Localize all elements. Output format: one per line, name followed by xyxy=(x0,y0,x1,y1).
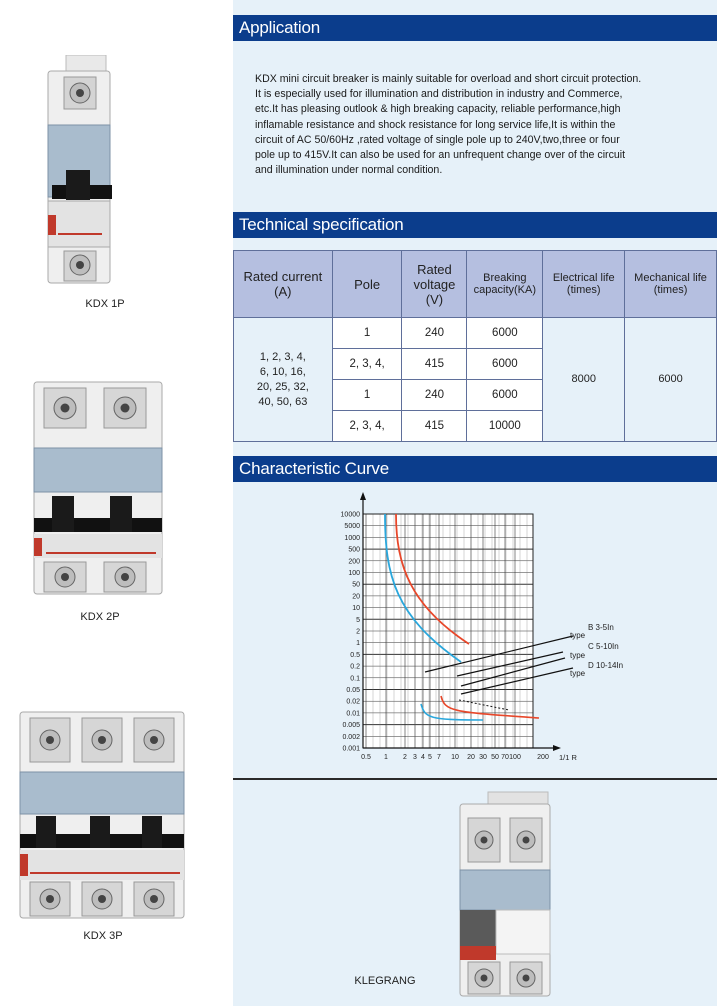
klegrang-label: KLEGRANG xyxy=(354,975,416,987)
kdx-2p-image xyxy=(28,378,168,598)
mechanical-life-value: 6000 xyxy=(625,318,717,442)
y-tick-label: 1 xyxy=(356,640,360,648)
y-tick-label: 0.5 xyxy=(350,651,360,659)
breaking-cell: 6000 xyxy=(467,380,543,411)
y-tick-label: 200 xyxy=(348,558,360,566)
x-tick-label: 1 xyxy=(384,754,388,761)
kdx-2p-label: KDX 2P xyxy=(80,611,120,623)
header-breaking-capacity: Breaking capacity(KA) xyxy=(467,251,543,318)
y-tick-label: 50 xyxy=(352,581,360,589)
y-tick-label: 20 xyxy=(352,593,360,601)
y-tick-label: 5 xyxy=(356,616,360,624)
y-tick-label: 0.005 xyxy=(342,722,360,730)
y-tick-label: 10000 xyxy=(340,511,360,519)
application-line: It is especially used for illumination and distribution in industry and Commerce, xyxy=(255,88,623,101)
curve-label-b: B 3-5In xyxy=(588,623,614,632)
application-line: and illumination under normal condition. xyxy=(255,164,443,177)
y-tick-label: 500 xyxy=(348,546,360,554)
voltage-cell: 240 xyxy=(402,318,467,349)
table-row xyxy=(234,318,717,349)
characteristic-curve-chart xyxy=(233,486,717,776)
header-rated-voltage: Rated voltage (V) xyxy=(402,251,467,318)
curve-heading: Characteristic Curve xyxy=(233,456,717,482)
electrical-life-value: 8000 xyxy=(543,318,625,442)
y-tick-labels xyxy=(341,512,361,753)
x-tick-label: 5 xyxy=(428,754,432,761)
header-rated-current: Rated current (A) xyxy=(234,251,333,318)
voltage-cell: 415 xyxy=(402,411,467,442)
section-divider xyxy=(233,778,717,780)
y-tick-label: 0.01 xyxy=(346,710,360,718)
application-line: pole up to 415V.It can also be used for an unfrequent change over of the circuit xyxy=(255,149,626,162)
pole-cell: 1 xyxy=(332,318,402,349)
pole-cell: 2, 3, 4, xyxy=(332,411,402,442)
header-electrical-life: Electrical life (times) xyxy=(543,251,625,318)
voltage-cell: 240 xyxy=(402,380,467,411)
application-line: circuit of AC 50/60Hz ,rated voltage of single pole up to 240V,two,three or four xyxy=(255,133,620,146)
application-line: inflamable resistance and shock resistance for long service life,It is within the xyxy=(255,118,616,131)
x-unit-label: 1/1 R xyxy=(559,753,577,762)
x-tick-label: 10 xyxy=(451,754,459,761)
spec-header-row xyxy=(234,251,717,318)
y-tick-label: 0.02 xyxy=(346,698,360,706)
y-tick-label: 0.001 xyxy=(342,745,360,753)
kdx-3p-label: KDX 3P xyxy=(83,930,123,942)
voltage-cell: 415 xyxy=(402,349,467,380)
y-tick-label: 5000 xyxy=(344,523,360,531)
kdx-1p-label: KDX 1P xyxy=(85,298,125,310)
y-tick-label: 100 xyxy=(348,570,360,577)
x-tick-label: 4 xyxy=(421,754,425,761)
application-line: KDX mini circuit breaker is mainly suitable for overload and short circuit protection. xyxy=(255,73,642,85)
x-tick-label: 7 xyxy=(437,754,441,761)
header-mechanical-life: Mechanical life (times) xyxy=(625,251,717,318)
y-tick-label: 2 xyxy=(356,628,360,636)
kdx-1p-image xyxy=(38,55,118,285)
y-tick-label: 1000 xyxy=(344,534,360,542)
pole-cell: 2, 3, 4, xyxy=(332,349,402,380)
application-line: etc.It has pleasing outlook & high breaking capacity, reliable performance,high xyxy=(255,103,621,116)
y-tick-label: 10 xyxy=(352,605,360,613)
y-tick-label: 0.002 xyxy=(342,733,360,741)
technical-heading: Technical specification xyxy=(233,212,717,238)
header-pole: Pole xyxy=(332,251,402,318)
x-tick-label: 0.5 xyxy=(361,754,371,761)
chart-grid xyxy=(363,514,533,748)
rated-current-values: 1, 2, 3, 4, 6, 10, 16, 20, 25, 32, 40, 50, 63 xyxy=(234,318,333,442)
y-tick-label: 0.2 xyxy=(350,663,360,671)
x-tick-label: 70 xyxy=(501,754,509,761)
x-tick-label: 2 xyxy=(403,754,407,761)
x-tick-label: 100 xyxy=(509,754,521,761)
x-tick-labels xyxy=(361,754,549,761)
breaking-cell: 6000 xyxy=(467,318,543,349)
x-axis-arrow xyxy=(553,745,561,751)
x-tick-label: 20 xyxy=(467,754,475,761)
spec-table xyxy=(233,250,717,442)
curve-label-d-type: type xyxy=(570,669,586,678)
x-tick-label: 200 xyxy=(537,754,549,761)
application-heading: Application xyxy=(233,15,717,41)
x-tick-label: 3 xyxy=(413,754,417,761)
curve-label-b-type: type xyxy=(570,631,586,640)
x-tick-label: 50 xyxy=(491,754,499,761)
y-tick-label: 0.1 xyxy=(350,675,360,683)
breaking-cell: 10000 xyxy=(467,411,543,442)
kdx-3p-image xyxy=(16,706,188,920)
pole-cell: 1 xyxy=(332,380,402,411)
curve-label-c: C 5-10In xyxy=(588,642,619,651)
curve-label-c-type: type xyxy=(570,651,586,660)
y-tick-label: 0.05 xyxy=(346,687,360,694)
x-tick-label: 30 xyxy=(479,754,487,761)
curve-label-d: D 10-14In xyxy=(588,661,624,670)
breaking-cell: 6000 xyxy=(467,349,543,380)
application-text xyxy=(255,72,697,178)
y-axis-arrow xyxy=(360,492,366,500)
klegrang-product-image xyxy=(440,790,560,998)
